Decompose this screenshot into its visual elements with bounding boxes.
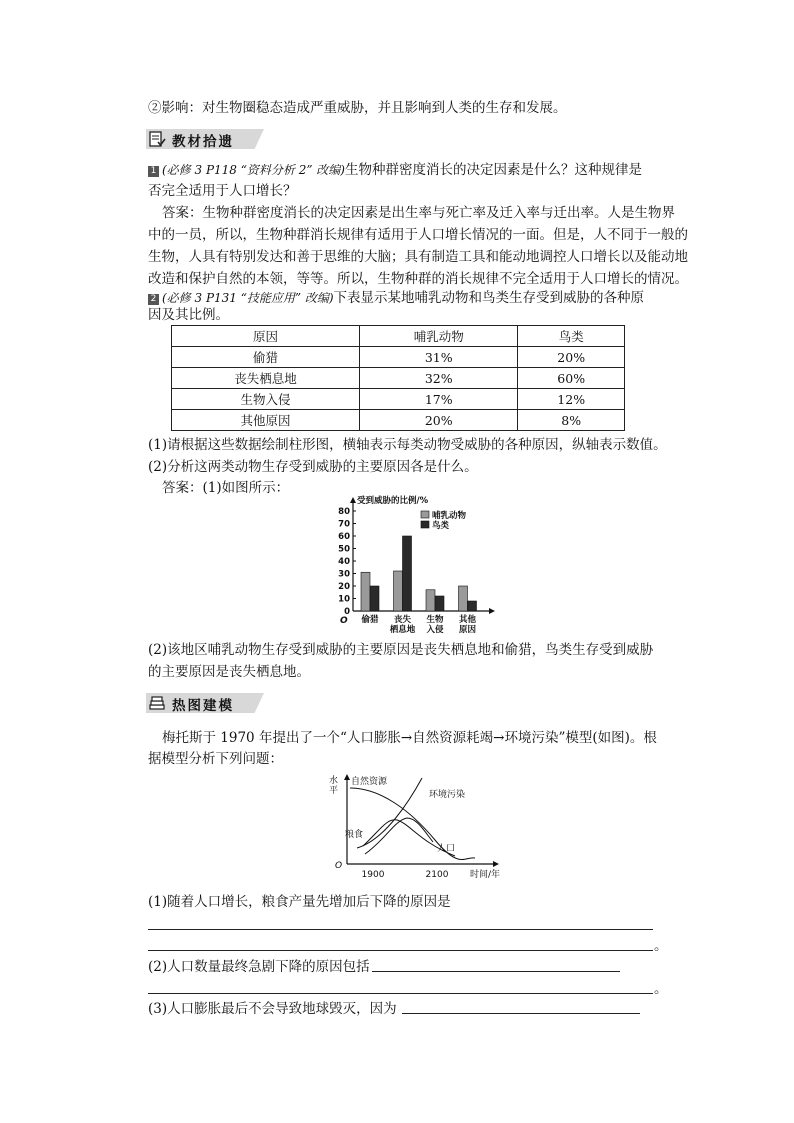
legend-swatch [421, 521, 429, 528]
curve-label: 自然资源 [351, 777, 388, 787]
y-axis-label: 水 [329, 776, 339, 786]
answer-blank-line [148, 950, 653, 951]
legend-label: 哺乳动物 [432, 511, 467, 521]
question-1-line2: 否完全适用于人口增长？ [148, 183, 297, 199]
answer-blank-line [148, 929, 653, 930]
y-tick-label: 20 [338, 582, 350, 592]
table-row [172, 389, 625, 410]
curve-label: 人口 [437, 844, 456, 854]
answer-blank-line [148, 993, 653, 994]
answer-blank-line [402, 1013, 640, 1014]
x-category-label: 偷猎 [361, 615, 379, 625]
x-tick-label: 1900 [361, 870, 385, 880]
table-header: 哺乳动物 [360, 326, 518, 347]
model-paragraph-line2: 据模型分析下列问题： [148, 751, 283, 767]
answer-2-part2-line2: 的主要原因是丧失栖息地。 [148, 664, 310, 680]
table-cell: 20% [360, 410, 518, 431]
x-axis-label: 时间/年 [470, 870, 501, 880]
model-question-3-text: (3)人口膨胀最后不会导致地球毁灭，因为 [148, 1001, 397, 1017]
curve-人口 [365, 818, 433, 854]
y-tick-label: 80 [338, 507, 350, 517]
table-header: 鸟类 [518, 326, 625, 347]
model-question-3 [148, 999, 397, 1019]
y-axis-arrow [350, 497, 356, 503]
y-axis-label: 平 [329, 786, 339, 796]
x-axis-arrow [489, 608, 495, 614]
table-cell: 生物入侵 [172, 389, 360, 410]
model-paragraph-line1: 梅托斯于 1970 年提出了一个“人口膨胀→自然资源耗竭→环境污染”模型(如图)。根 [162, 730, 657, 746]
section-title: 热图建模 [172, 698, 234, 714]
table-cell: 偷猎 [172, 347, 360, 368]
table-cell: 31% [360, 347, 518, 368]
y-tick-label: 70 [338, 519, 350, 530]
y-axis-arrow [344, 774, 350, 780]
x-axis-arrow [493, 861, 499, 867]
y-tick-label: 0 [344, 607, 350, 617]
model-question-1: (1)随着人口增长，粮食产量先增加后下降的原因是 [148, 894, 451, 910]
answer-1-line2: 中的一员，所以，生物种群消长规律有适用于人口增长情况的一面。但是，人不同于一般的 [148, 227, 688, 243]
question-number-badge: 2 [148, 294, 159, 305]
x-category-label: 丧失 [393, 615, 412, 625]
population-model-chart [325, 770, 505, 880]
section-banner-textbook [146, 129, 266, 149]
table-header: 原因 [172, 326, 360, 347]
table-row [172, 368, 625, 389]
answer-2-part1: 答案：(1)如图所示： [162, 480, 290, 496]
sub-question-1: (1)请根据这些数据绘制柱形图，横轴表示每类动物受威胁的各种原因，纵轴表示数值。 [148, 437, 667, 453]
intro-line: ②影响：对生物圈稳态造成严重威胁，并且影响到人类的生存和发展。 [148, 100, 567, 116]
answer-1-line3: 生物，人具有特别发达和善于思维的大脑；具有制造工具和能动地调控人口增长以及能动地 [148, 249, 688, 265]
table-cell: 20% [518, 347, 625, 368]
question-text: 生物种群密度消长的决定因素是什么？这种规律是 [344, 162, 642, 178]
question-number-badge: 1 [148, 166, 159, 177]
bar-鸟类 [403, 536, 412, 611]
table-cell: 60% [518, 368, 625, 389]
y-tick-label: 50 [338, 544, 350, 555]
threat-bar-chart [325, 493, 505, 643]
origin-label: O [335, 861, 343, 871]
x-category-label: 入侵 [426, 625, 444, 635]
sub-question-2: (2)分析这两类动物生存受到威胁的主要原因各是什么。 [148, 459, 478, 475]
question-1 [148, 160, 642, 180]
model-question-2 [148, 957, 370, 977]
answer-blank-line [372, 971, 620, 972]
x-category-label: 栖息地 [389, 625, 416, 635]
bar-哺乳动物 [459, 586, 468, 611]
curve-label: 环境污染 [429, 790, 466, 800]
table-row [172, 410, 625, 431]
bar-鸟类 [370, 586, 379, 611]
y-tick-label: 10 [338, 594, 350, 605]
table-cell: 32% [360, 368, 518, 389]
section-banner-hot-diagram [146, 693, 266, 713]
model-question-2-text: (2)人口数量最终急剧下降的原因包括 [148, 959, 370, 975]
answer-1-line1: 答案：生物种群密度消长的决定因素是出生率与死亡率及迁入率与迁出率。人是生物界 [162, 205, 675, 221]
table-row [172, 347, 625, 368]
books-stack-icon [148, 694, 166, 712]
question-source: (必修 3 P118 “资料分析 2” 改编) [162, 163, 345, 177]
table-cell: 其他原因 [172, 410, 360, 431]
table-cell: 17% [360, 389, 518, 410]
threat-table [171, 325, 625, 431]
question-2-line2: 因及其比例。 [148, 307, 229, 323]
table-header-row [172, 326, 625, 347]
table-cell: 丧失栖息地 [172, 368, 360, 389]
curve-label: 粮食 [345, 830, 364, 840]
bar-哺乳动物 [426, 590, 435, 611]
sentence-period: 。 [654, 981, 668, 997]
bar-鸟类 [435, 596, 444, 611]
x-category-label: 其他 [458, 615, 477, 625]
origin-label: O [340, 616, 348, 626]
x-tick-label: 2100 [425, 870, 449, 880]
bar-哺乳动物 [394, 571, 403, 611]
legend-label: 鸟类 [432, 521, 450, 531]
x-category-label: 原因 [458, 625, 477, 635]
legend-swatch [421, 511, 429, 518]
bar-哺乳动物 [361, 572, 370, 611]
table-cell: 12% [518, 389, 625, 410]
question-text: 下表显示某地哺乳动物和鸟类生存受到威胁的各种原 [333, 290, 645, 306]
x-category-label: 生物 [426, 615, 444, 625]
sentence-period: 。 [654, 938, 668, 954]
section-title: 教材拾遗 [172, 134, 234, 150]
answer-1-line4: 改造和保护自然的本领，等等。所以，生物种群的消长规律不完全适用于人口增长的情况。 [148, 271, 688, 287]
y-axis-label: 受到威胁的比例/% [357, 496, 429, 506]
book-check-icon [148, 130, 166, 148]
bar-鸟类 [468, 601, 477, 611]
answer-2-part2-line1: (2)该地区哺乳动物生存受到威胁的主要原因是丧失栖息地和偷猎，鸟类生存受到威胁 [148, 642, 654, 658]
y-tick-label: 60 [338, 532, 350, 542]
y-tick-label: 40 [338, 557, 350, 567]
y-tick-label: 30 [338, 569, 350, 580]
table-cell: 8% [518, 410, 625, 431]
question-source: (必修 3 P131 “技能应用” 改编) [162, 291, 334, 305]
curve-环境污染 [357, 778, 422, 848]
